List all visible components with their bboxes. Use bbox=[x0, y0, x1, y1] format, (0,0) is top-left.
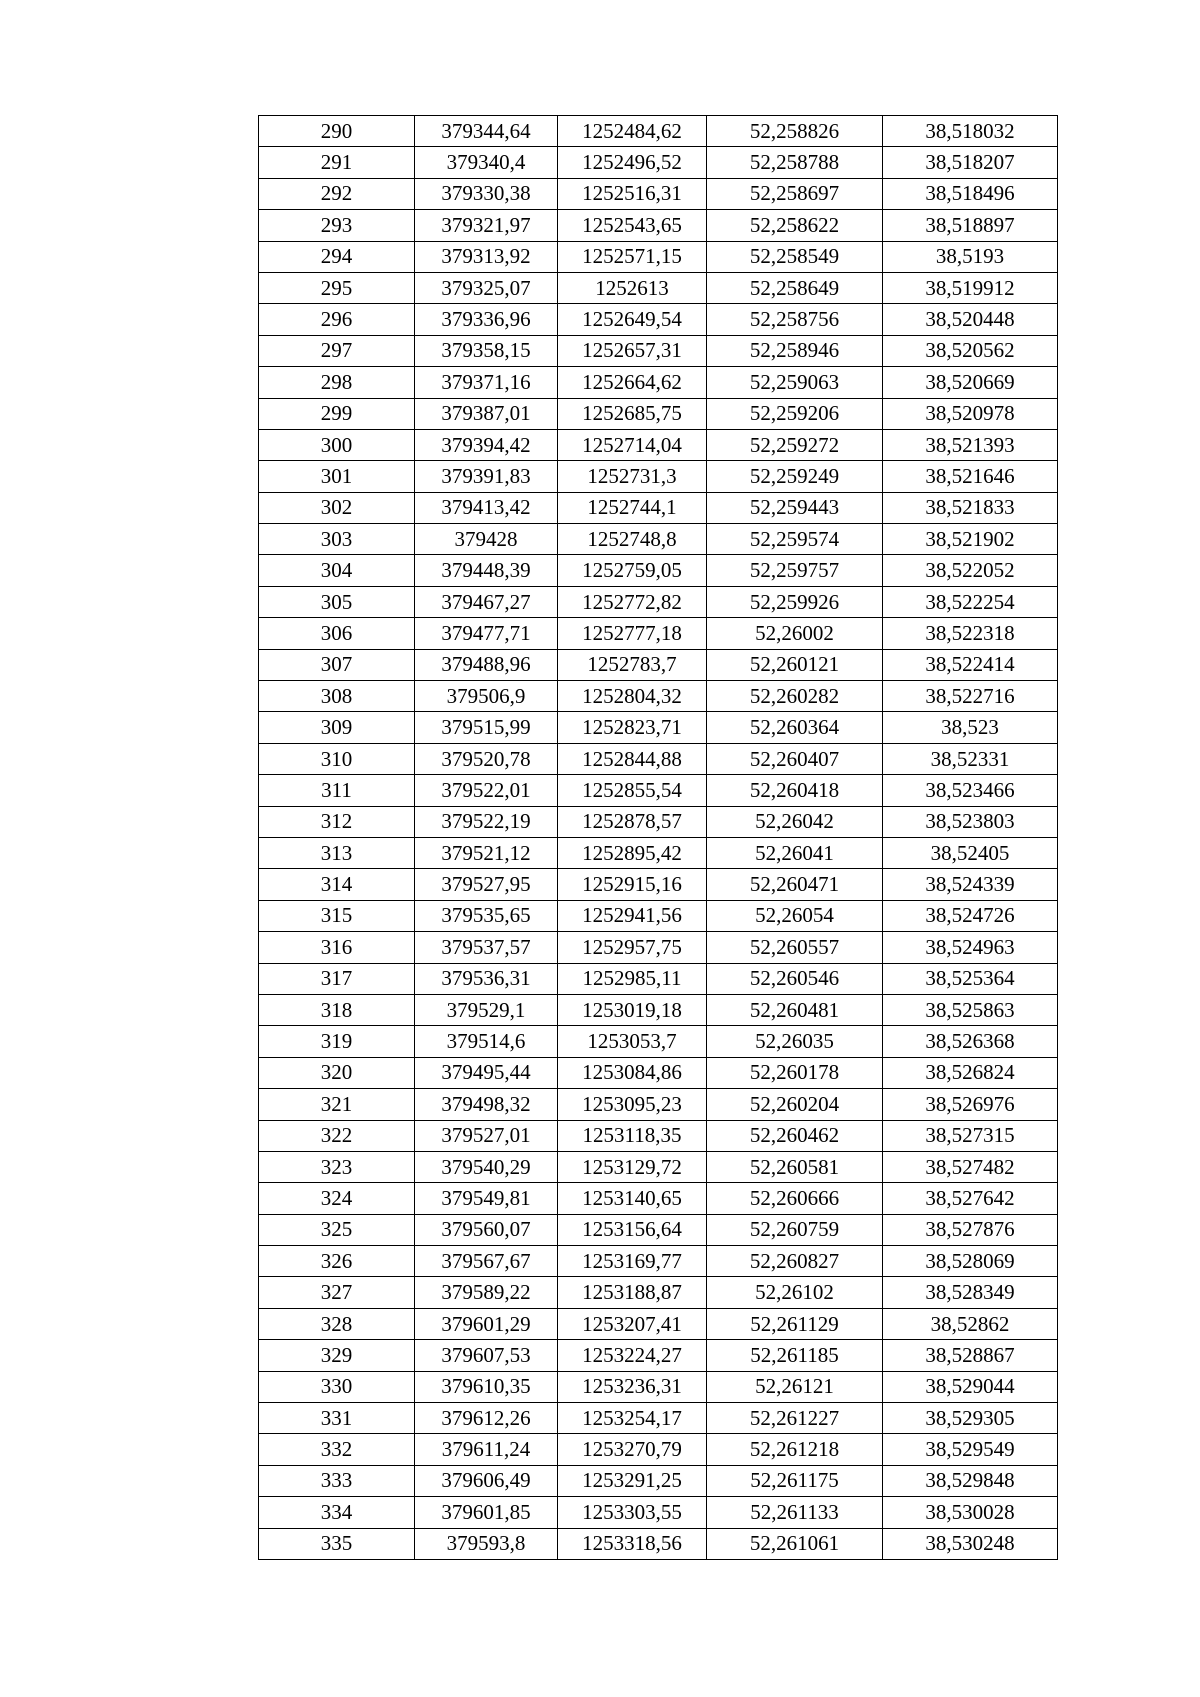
x-coordinate-cell: 379540,29 bbox=[415, 1151, 558, 1182]
table-row bbox=[259, 1497, 1058, 1528]
coordinates-table bbox=[258, 115, 1058, 1560]
longitude-cell: 38,526824 bbox=[883, 1057, 1058, 1088]
longitude-cell: 38,518496 bbox=[883, 178, 1058, 209]
table-row bbox=[259, 492, 1058, 523]
y-coordinate-cell: 1252941,56 bbox=[558, 900, 707, 931]
x-coordinate-cell: 379394,42 bbox=[415, 429, 558, 460]
x-coordinate-cell: 379549,81 bbox=[415, 1183, 558, 1214]
point-number-cell: 308 bbox=[259, 681, 415, 712]
longitude-cell: 38,528349 bbox=[883, 1277, 1058, 1308]
x-coordinate-cell: 379521,12 bbox=[415, 837, 558, 868]
y-coordinate-cell: 1252957,75 bbox=[558, 932, 707, 963]
point-number-cell: 319 bbox=[259, 1026, 415, 1057]
latitude-cell: 52,261129 bbox=[707, 1308, 883, 1339]
latitude-cell: 52,260178 bbox=[707, 1057, 883, 1088]
x-coordinate-cell: 379413,42 bbox=[415, 492, 558, 523]
latitude-cell: 52,261175 bbox=[707, 1465, 883, 1496]
y-coordinate-cell: 1252657,31 bbox=[558, 335, 707, 366]
table-row bbox=[259, 398, 1058, 429]
x-coordinate-cell: 379537,57 bbox=[415, 932, 558, 963]
longitude-cell: 38,528867 bbox=[883, 1340, 1058, 1371]
point-number-cell: 335 bbox=[259, 1528, 415, 1559]
latitude-cell: 52,258697 bbox=[707, 178, 883, 209]
table-row bbox=[259, 900, 1058, 931]
x-coordinate-cell: 379330,38 bbox=[415, 178, 558, 209]
latitude-cell: 52,259926 bbox=[707, 586, 883, 617]
coordinates-table-body bbox=[259, 116, 1058, 1560]
x-coordinate-cell: 379520,78 bbox=[415, 743, 558, 774]
point-number-cell: 303 bbox=[259, 524, 415, 555]
table-row bbox=[259, 210, 1058, 241]
y-coordinate-cell: 1253140,65 bbox=[558, 1183, 707, 1214]
point-number-cell: 311 bbox=[259, 775, 415, 806]
latitude-cell: 52,259443 bbox=[707, 492, 883, 523]
x-coordinate-cell: 379321,97 bbox=[415, 210, 558, 241]
latitude-cell: 52,260282 bbox=[707, 681, 883, 712]
table-row bbox=[259, 1340, 1058, 1371]
y-coordinate-cell: 1253019,18 bbox=[558, 994, 707, 1025]
x-coordinate-cell: 379371,16 bbox=[415, 367, 558, 398]
x-coordinate-cell: 379387,01 bbox=[415, 398, 558, 429]
latitude-cell: 52,259063 bbox=[707, 367, 883, 398]
longitude-cell: 38,521646 bbox=[883, 461, 1058, 492]
x-coordinate-cell: 379601,29 bbox=[415, 1308, 558, 1339]
latitude-cell: 52,258826 bbox=[707, 116, 883, 147]
point-number-cell: 333 bbox=[259, 1465, 415, 1496]
y-coordinate-cell: 1252804,32 bbox=[558, 681, 707, 712]
table-row bbox=[259, 1120, 1058, 1151]
longitude-cell: 38,529848 bbox=[883, 1465, 1058, 1496]
x-coordinate-cell: 379477,71 bbox=[415, 618, 558, 649]
latitude-cell: 52,260546 bbox=[707, 963, 883, 994]
latitude-cell: 52,260204 bbox=[707, 1089, 883, 1120]
latitude-cell: 52,260481 bbox=[707, 994, 883, 1025]
y-coordinate-cell: 1252571,15 bbox=[558, 241, 707, 272]
point-number-cell: 298 bbox=[259, 367, 415, 398]
x-coordinate-cell: 379522,01 bbox=[415, 775, 558, 806]
point-number-cell: 328 bbox=[259, 1308, 415, 1339]
point-number-cell: 309 bbox=[259, 712, 415, 743]
latitude-cell: 52,26042 bbox=[707, 806, 883, 837]
table-row bbox=[259, 775, 1058, 806]
y-coordinate-cell: 1252484,62 bbox=[558, 116, 707, 147]
point-number-cell: 296 bbox=[259, 304, 415, 335]
table-row bbox=[259, 304, 1058, 335]
latitude-cell: 52,260418 bbox=[707, 775, 883, 806]
point-number-cell: 313 bbox=[259, 837, 415, 868]
point-number-cell: 321 bbox=[259, 1089, 415, 1120]
x-coordinate-cell: 379535,65 bbox=[415, 900, 558, 931]
point-number-cell: 334 bbox=[259, 1497, 415, 1528]
y-coordinate-cell: 1252772,82 bbox=[558, 586, 707, 617]
latitude-cell: 52,261185 bbox=[707, 1340, 883, 1371]
longitude-cell: 38,526368 bbox=[883, 1026, 1058, 1057]
table-row bbox=[259, 712, 1058, 743]
table-row bbox=[259, 429, 1058, 460]
y-coordinate-cell: 1252915,16 bbox=[558, 869, 707, 900]
longitude-cell: 38,526976 bbox=[883, 1089, 1058, 1120]
x-coordinate-cell: 379313,92 bbox=[415, 241, 558, 272]
latitude-cell: 52,261227 bbox=[707, 1403, 883, 1434]
table-row bbox=[259, 1371, 1058, 1402]
point-number-cell: 325 bbox=[259, 1214, 415, 1245]
point-number-cell: 320 bbox=[259, 1057, 415, 1088]
y-coordinate-cell: 1253270,79 bbox=[558, 1434, 707, 1465]
table-row bbox=[259, 555, 1058, 586]
y-coordinate-cell: 1253207,41 bbox=[558, 1308, 707, 1339]
point-number-cell: 305 bbox=[259, 586, 415, 617]
table-row bbox=[259, 1151, 1058, 1182]
longitude-cell: 38,530028 bbox=[883, 1497, 1058, 1528]
latitude-cell: 52,260121 bbox=[707, 649, 883, 680]
point-number-cell: 292 bbox=[259, 178, 415, 209]
point-number-cell: 323 bbox=[259, 1151, 415, 1182]
y-coordinate-cell: 1253095,23 bbox=[558, 1089, 707, 1120]
y-coordinate-cell: 1252985,11 bbox=[558, 963, 707, 994]
y-coordinate-cell: 1252516,31 bbox=[558, 178, 707, 209]
y-coordinate-cell: 1253303,55 bbox=[558, 1497, 707, 1528]
table-row bbox=[259, 241, 1058, 272]
latitude-cell: 52,260462 bbox=[707, 1120, 883, 1151]
longitude-cell: 38,525364 bbox=[883, 963, 1058, 994]
x-coordinate-cell: 379567,67 bbox=[415, 1246, 558, 1277]
latitude-cell: 52,260827 bbox=[707, 1246, 883, 1277]
longitude-cell: 38,529549 bbox=[883, 1434, 1058, 1465]
point-number-cell: 304 bbox=[259, 555, 415, 586]
point-number-cell: 326 bbox=[259, 1246, 415, 1277]
latitude-cell: 52,258622 bbox=[707, 210, 883, 241]
table-row bbox=[259, 1434, 1058, 1465]
longitude-cell: 38,521833 bbox=[883, 492, 1058, 523]
latitude-cell: 52,259574 bbox=[707, 524, 883, 555]
latitude-cell: 52,26035 bbox=[707, 1026, 883, 1057]
longitude-cell: 38,518032 bbox=[883, 116, 1058, 147]
x-coordinate-cell: 379391,83 bbox=[415, 461, 558, 492]
latitude-cell: 52,260364 bbox=[707, 712, 883, 743]
longitude-cell: 38,520669 bbox=[883, 367, 1058, 398]
point-number-cell: 330 bbox=[259, 1371, 415, 1402]
y-coordinate-cell: 1252783,7 bbox=[558, 649, 707, 680]
point-number-cell: 301 bbox=[259, 461, 415, 492]
point-number-cell: 331 bbox=[259, 1403, 415, 1434]
y-coordinate-cell: 1253129,72 bbox=[558, 1151, 707, 1182]
x-coordinate-cell: 379527,01 bbox=[415, 1120, 558, 1151]
latitude-cell: 52,26102 bbox=[707, 1277, 883, 1308]
table-row bbox=[259, 178, 1058, 209]
table-row bbox=[259, 272, 1058, 303]
x-coordinate-cell: 379606,49 bbox=[415, 1465, 558, 1496]
y-coordinate-cell: 1252731,3 bbox=[558, 461, 707, 492]
longitude-cell: 38,518897 bbox=[883, 210, 1058, 241]
y-coordinate-cell: 1252613 bbox=[558, 272, 707, 303]
x-coordinate-cell: 379529,1 bbox=[415, 994, 558, 1025]
latitude-cell: 52,26121 bbox=[707, 1371, 883, 1402]
x-coordinate-cell: 379536,31 bbox=[415, 963, 558, 994]
x-coordinate-cell: 379340,4 bbox=[415, 147, 558, 178]
x-coordinate-cell: 379589,22 bbox=[415, 1277, 558, 1308]
point-number-cell: 329 bbox=[259, 1340, 415, 1371]
x-coordinate-cell: 379448,39 bbox=[415, 555, 558, 586]
longitude-cell: 38,527642 bbox=[883, 1183, 1058, 1214]
y-coordinate-cell: 1253053,7 bbox=[558, 1026, 707, 1057]
table-row bbox=[259, 994, 1058, 1025]
x-coordinate-cell: 379344,64 bbox=[415, 116, 558, 147]
point-number-cell: 315 bbox=[259, 900, 415, 931]
longitude-cell: 38,529044 bbox=[883, 1371, 1058, 1402]
x-coordinate-cell: 379527,95 bbox=[415, 869, 558, 900]
table-row bbox=[259, 524, 1058, 555]
table-row bbox=[259, 681, 1058, 712]
y-coordinate-cell: 1252777,18 bbox=[558, 618, 707, 649]
x-coordinate-cell: 379467,27 bbox=[415, 586, 558, 617]
y-coordinate-cell: 1252714,04 bbox=[558, 429, 707, 460]
table-row bbox=[259, 1057, 1058, 1088]
longitude-cell: 38,525863 bbox=[883, 994, 1058, 1025]
longitude-cell: 38,518207 bbox=[883, 147, 1058, 178]
table-row bbox=[259, 1089, 1058, 1120]
longitude-cell: 38,522414 bbox=[883, 649, 1058, 680]
table-row bbox=[259, 1465, 1058, 1496]
x-coordinate-cell: 379612,26 bbox=[415, 1403, 558, 1434]
point-number-cell: 317 bbox=[259, 963, 415, 994]
table-row bbox=[259, 649, 1058, 680]
y-coordinate-cell: 1252685,75 bbox=[558, 398, 707, 429]
x-coordinate-cell: 379515,99 bbox=[415, 712, 558, 743]
latitude-cell: 52,258649 bbox=[707, 272, 883, 303]
latitude-cell: 52,260471 bbox=[707, 869, 883, 900]
longitude-cell: 38,522716 bbox=[883, 681, 1058, 712]
table-row bbox=[259, 1528, 1058, 1559]
table-row bbox=[259, 461, 1058, 492]
y-coordinate-cell: 1253254,17 bbox=[558, 1403, 707, 1434]
table-row bbox=[259, 1026, 1058, 1057]
longitude-cell: 38,527876 bbox=[883, 1214, 1058, 1245]
latitude-cell: 52,260407 bbox=[707, 743, 883, 774]
y-coordinate-cell: 1252878,57 bbox=[558, 806, 707, 837]
point-number-cell: 332 bbox=[259, 1434, 415, 1465]
point-number-cell: 290 bbox=[259, 116, 415, 147]
y-coordinate-cell: 1253156,64 bbox=[558, 1214, 707, 1245]
latitude-cell: 52,260666 bbox=[707, 1183, 883, 1214]
point-number-cell: 295 bbox=[259, 272, 415, 303]
latitude-cell: 52,259272 bbox=[707, 429, 883, 460]
longitude-cell: 38,520978 bbox=[883, 398, 1058, 429]
point-number-cell: 307 bbox=[259, 649, 415, 680]
latitude-cell: 52,259757 bbox=[707, 555, 883, 586]
y-coordinate-cell: 1252748,8 bbox=[558, 524, 707, 555]
y-coordinate-cell: 1252844,88 bbox=[558, 743, 707, 774]
point-number-cell: 291 bbox=[259, 147, 415, 178]
y-coordinate-cell: 1252759,05 bbox=[558, 555, 707, 586]
y-coordinate-cell: 1253291,25 bbox=[558, 1465, 707, 1496]
longitude-cell: 38,522318 bbox=[883, 618, 1058, 649]
point-number-cell: 327 bbox=[259, 1277, 415, 1308]
latitude-cell: 52,261218 bbox=[707, 1434, 883, 1465]
longitude-cell: 38,521902 bbox=[883, 524, 1058, 555]
longitude-cell: 38,52331 bbox=[883, 743, 1058, 774]
y-coordinate-cell: 1252496,52 bbox=[558, 147, 707, 178]
latitude-cell: 52,260581 bbox=[707, 1151, 883, 1182]
latitude-cell: 52,26041 bbox=[707, 837, 883, 868]
longitude-cell: 38,524963 bbox=[883, 932, 1058, 963]
table-row bbox=[259, 1183, 1058, 1214]
point-number-cell: 310 bbox=[259, 743, 415, 774]
point-number-cell: 299 bbox=[259, 398, 415, 429]
y-coordinate-cell: 1252744,1 bbox=[558, 492, 707, 523]
x-coordinate-cell: 379488,96 bbox=[415, 649, 558, 680]
latitude-cell: 52,258788 bbox=[707, 147, 883, 178]
point-number-cell: 294 bbox=[259, 241, 415, 272]
table-row bbox=[259, 618, 1058, 649]
longitude-cell: 38,523466 bbox=[883, 775, 1058, 806]
table-row bbox=[259, 869, 1058, 900]
table-row bbox=[259, 837, 1058, 868]
longitude-cell: 38,521393 bbox=[883, 429, 1058, 460]
x-coordinate-cell: 379522,19 bbox=[415, 806, 558, 837]
x-coordinate-cell: 379514,6 bbox=[415, 1026, 558, 1057]
point-number-cell: 322 bbox=[259, 1120, 415, 1151]
latitude-cell: 52,258549 bbox=[707, 241, 883, 272]
y-coordinate-cell: 1253318,56 bbox=[558, 1528, 707, 1559]
x-coordinate-cell: 379325,07 bbox=[415, 272, 558, 303]
x-coordinate-cell: 379495,44 bbox=[415, 1057, 558, 1088]
latitude-cell: 52,260557 bbox=[707, 932, 883, 963]
table-row bbox=[259, 1277, 1058, 1308]
longitude-cell: 38,52862 bbox=[883, 1308, 1058, 1339]
longitude-cell: 38,527482 bbox=[883, 1151, 1058, 1182]
point-number-cell: 300 bbox=[259, 429, 415, 460]
table-row bbox=[259, 116, 1058, 147]
point-number-cell: 297 bbox=[259, 335, 415, 366]
longitude-cell: 38,523803 bbox=[883, 806, 1058, 837]
longitude-cell: 38,524339 bbox=[883, 869, 1058, 900]
latitude-cell: 52,258946 bbox=[707, 335, 883, 366]
point-number-cell: 302 bbox=[259, 492, 415, 523]
point-number-cell: 306 bbox=[259, 618, 415, 649]
longitude-cell: 38,530248 bbox=[883, 1528, 1058, 1559]
x-coordinate-cell: 379428 bbox=[415, 524, 558, 555]
table-row bbox=[259, 1246, 1058, 1277]
longitude-cell: 38,519912 bbox=[883, 272, 1058, 303]
point-number-cell: 314 bbox=[259, 869, 415, 900]
longitude-cell: 38,5193 bbox=[883, 241, 1058, 272]
longitude-cell: 38,528069 bbox=[883, 1246, 1058, 1277]
longitude-cell: 38,523 bbox=[883, 712, 1058, 743]
y-coordinate-cell: 1252543,65 bbox=[558, 210, 707, 241]
longitude-cell: 38,522254 bbox=[883, 586, 1058, 617]
x-coordinate-cell: 379506,9 bbox=[415, 681, 558, 712]
latitude-cell: 52,26002 bbox=[707, 618, 883, 649]
y-coordinate-cell: 1253084,86 bbox=[558, 1057, 707, 1088]
longitude-cell: 38,520562 bbox=[883, 335, 1058, 366]
y-coordinate-cell: 1252855,54 bbox=[558, 775, 707, 806]
x-coordinate-cell: 379611,24 bbox=[415, 1434, 558, 1465]
y-coordinate-cell: 1253169,77 bbox=[558, 1246, 707, 1277]
point-number-cell: 312 bbox=[259, 806, 415, 837]
y-coordinate-cell: 1252823,71 bbox=[558, 712, 707, 743]
table-row bbox=[259, 586, 1058, 617]
x-coordinate-cell: 379607,53 bbox=[415, 1340, 558, 1371]
point-number-cell: 324 bbox=[259, 1183, 415, 1214]
longitude-cell: 38,529305 bbox=[883, 1403, 1058, 1434]
latitude-cell: 52,258756 bbox=[707, 304, 883, 335]
longitude-cell: 38,522052 bbox=[883, 555, 1058, 586]
longitude-cell: 38,524726 bbox=[883, 900, 1058, 931]
table-row bbox=[259, 1308, 1058, 1339]
y-coordinate-cell: 1253224,27 bbox=[558, 1340, 707, 1371]
latitude-cell: 52,260759 bbox=[707, 1214, 883, 1245]
latitude-cell: 52,259249 bbox=[707, 461, 883, 492]
point-number-cell: 318 bbox=[259, 994, 415, 1025]
latitude-cell: 52,26054 bbox=[707, 900, 883, 931]
y-coordinate-cell: 1253118,35 bbox=[558, 1120, 707, 1151]
latitude-cell: 52,261133 bbox=[707, 1497, 883, 1528]
longitude-cell: 38,520448 bbox=[883, 304, 1058, 335]
y-coordinate-cell: 1253188,87 bbox=[558, 1277, 707, 1308]
table-row bbox=[259, 806, 1058, 837]
longitude-cell: 38,527315 bbox=[883, 1120, 1058, 1151]
y-coordinate-cell: 1252664,62 bbox=[558, 367, 707, 398]
x-coordinate-cell: 379498,32 bbox=[415, 1089, 558, 1120]
table-row bbox=[259, 743, 1058, 774]
latitude-cell: 52,261061 bbox=[707, 1528, 883, 1559]
x-coordinate-cell: 379610,35 bbox=[415, 1371, 558, 1402]
table-row bbox=[259, 932, 1058, 963]
x-coordinate-cell: 379560,07 bbox=[415, 1214, 558, 1245]
x-coordinate-cell: 379593,8 bbox=[415, 1528, 558, 1559]
table-row bbox=[259, 1403, 1058, 1434]
y-coordinate-cell: 1252649,54 bbox=[558, 304, 707, 335]
table-row bbox=[259, 335, 1058, 366]
table-row bbox=[259, 963, 1058, 994]
y-coordinate-cell: 1252895,42 bbox=[558, 837, 707, 868]
latitude-cell: 52,259206 bbox=[707, 398, 883, 429]
x-coordinate-cell: 379336,96 bbox=[415, 304, 558, 335]
table-row bbox=[259, 147, 1058, 178]
table-row bbox=[259, 367, 1058, 398]
x-coordinate-cell: 379601,85 bbox=[415, 1497, 558, 1528]
point-number-cell: 316 bbox=[259, 932, 415, 963]
longitude-cell: 38,52405 bbox=[883, 837, 1058, 868]
table-row bbox=[259, 1214, 1058, 1245]
x-coordinate-cell: 379358,15 bbox=[415, 335, 558, 366]
point-number-cell: 293 bbox=[259, 210, 415, 241]
y-coordinate-cell: 1253236,31 bbox=[558, 1371, 707, 1402]
